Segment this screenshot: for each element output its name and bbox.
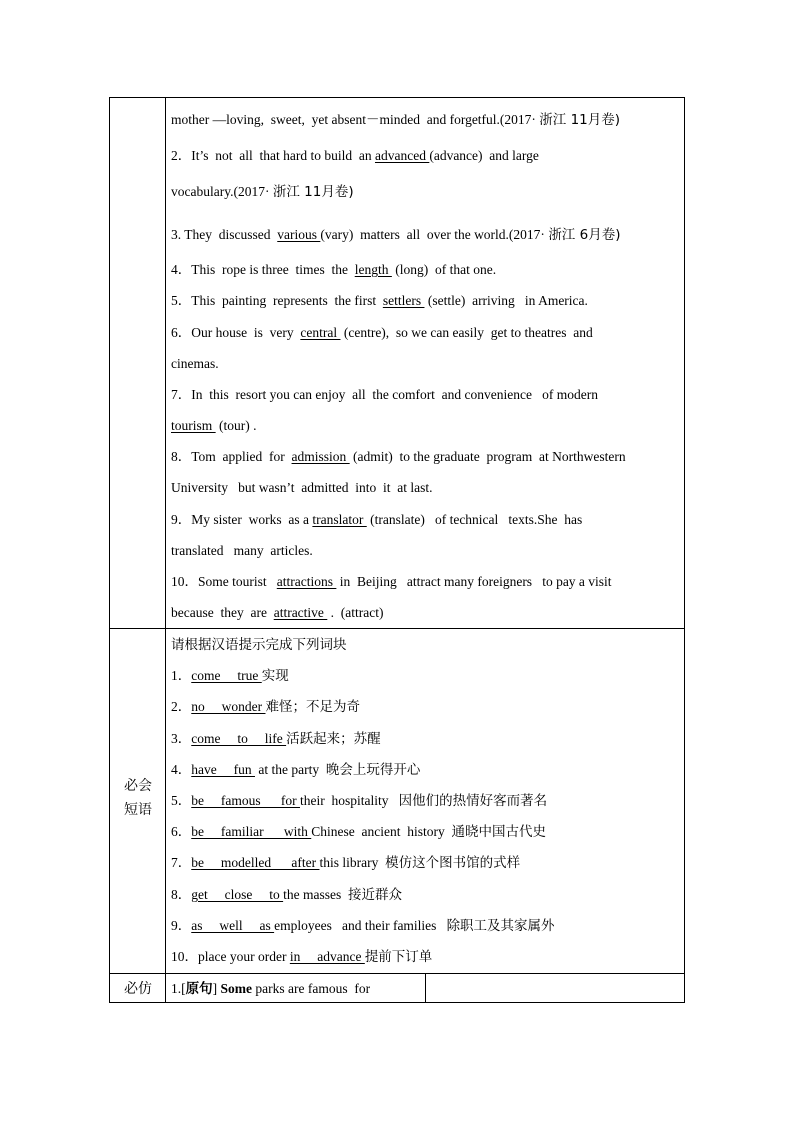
text-segment: in Beijing attract many foreigners to pay a visit bbox=[336, 574, 612, 589]
text-line bbox=[171, 184, 354, 200]
text-segment: 10．place your order bbox=[171, 949, 290, 964]
text-segment: 10．Some tourist bbox=[171, 574, 277, 589]
text-segment: 8． bbox=[171, 887, 192, 902]
text-line bbox=[171, 387, 598, 403]
answer-blank: be familiar with bbox=[191, 824, 312, 839]
text-line bbox=[171, 637, 347, 653]
column-divider bbox=[165, 98, 166, 1002]
text-segment: 晚会上玩得开心 bbox=[325, 762, 421, 778]
answer-blank: get close to bbox=[191, 887, 284, 902]
text-segment: this library bbox=[319, 855, 386, 870]
text-segment: 7．In this resort you can enjoy all the comfort and convenience of modern bbox=[171, 387, 598, 402]
text-segment: 6．Our house is very bbox=[171, 325, 301, 340]
text-line bbox=[171, 699, 360, 715]
text-segment: (long) of that one. bbox=[391, 262, 497, 277]
text-segment: 浙江 11月卷) bbox=[272, 184, 354, 200]
text-line bbox=[171, 855, 520, 871]
text-segment: 因他们的热情好客而著名 bbox=[398, 793, 548, 809]
text-segment: 请根据汉语提示完成下列词块 bbox=[171, 637, 347, 653]
text-segment: 1． bbox=[171, 668, 192, 683]
answer-blank: various bbox=[277, 227, 321, 242]
text-segment: 3． bbox=[171, 731, 192, 746]
text-line bbox=[171, 480, 432, 496]
answer-blank: have fun bbox=[191, 762, 255, 777]
text-segment: the masses bbox=[283, 887, 348, 902]
text-segment: University but wasn’t admitted into it at last. bbox=[171, 480, 433, 495]
text-segment: 3. They discussed bbox=[171, 227, 278, 242]
text-segment: 除职工及其家属外 bbox=[446, 918, 555, 934]
answer-blank: advanced bbox=[374, 148, 430, 163]
answer-blank: central bbox=[300, 325, 341, 340]
text-segment: 8．Tom applied for bbox=[171, 449, 292, 464]
text-segment: 6． bbox=[171, 824, 192, 839]
text-line bbox=[171, 605, 384, 621]
text-segment: (tour) . bbox=[215, 418, 257, 433]
answer-blank: translator bbox=[312, 512, 367, 527]
section-label bbox=[110, 774, 166, 822]
text-segment: Chinese ancient history bbox=[311, 824, 452, 839]
answer-blank: tourism bbox=[171, 418, 216, 433]
answer-blank: settlers bbox=[382, 293, 425, 308]
text-line bbox=[171, 824, 546, 840]
answer-blank: no wonder bbox=[191, 699, 266, 714]
text-line bbox=[171, 356, 219, 372]
text-segment: cinemas. bbox=[171, 356, 219, 371]
text-line bbox=[171, 981, 370, 997]
text-segment: 1.[ bbox=[171, 981, 186, 996]
text-line bbox=[171, 293, 588, 309]
text-line bbox=[171, 512, 582, 528]
text-segment: parks are famous for bbox=[252, 981, 371, 996]
text-segment: 模仿这个图书馆的式样 bbox=[385, 855, 521, 871]
text-segment: mother —loving, sweet, yet absent－minded and forgetful.(2017· bbox=[171, 112, 540, 127]
bold-text: Some bbox=[220, 981, 252, 996]
text-line bbox=[171, 731, 381, 747]
text-line bbox=[171, 949, 432, 965]
text-segment: (advance) and large bbox=[429, 148, 539, 163]
text-segment: 2． bbox=[171, 699, 192, 714]
text-segment: 9．My sister works as a bbox=[171, 512, 313, 527]
text-line bbox=[171, 668, 289, 684]
text-segment: at the party bbox=[254, 762, 326, 777]
text-segment: 接近群众 bbox=[347, 887, 402, 903]
text-segment: 5． bbox=[171, 793, 192, 808]
text-segment: 活跃起来；苏醒 bbox=[286, 731, 381, 747]
answer-blank: come true bbox=[191, 668, 262, 683]
text-line bbox=[171, 449, 626, 465]
text-segment: 难怪；不足为奇 bbox=[265, 699, 360, 715]
text-line bbox=[171, 325, 593, 341]
answer-blank: attractive bbox=[273, 605, 328, 620]
text-line bbox=[171, 262, 496, 278]
text-segment: vocabulary.(2017· bbox=[171, 184, 273, 199]
section-label-line: 必会 bbox=[124, 778, 152, 794]
text-line bbox=[171, 227, 620, 243]
text-segment: 7． bbox=[171, 855, 192, 870]
text-segment: 4． bbox=[171, 762, 192, 777]
text-line bbox=[171, 148, 539, 164]
text-line bbox=[171, 418, 257, 434]
text-segment: (centre), so we can easily get to theatres and bbox=[340, 325, 593, 340]
text-segment: 通晓中国古代史 bbox=[451, 824, 546, 840]
text-segment: translated many articles. bbox=[171, 543, 313, 558]
text-segment: (vary) matters all over the world.(2017· bbox=[320, 227, 549, 242]
text-segment: . (attract) bbox=[327, 605, 384, 620]
answer-blank: be modelled after bbox=[191, 855, 320, 870]
answer-blank: admission bbox=[291, 449, 350, 464]
text-segment: (settle) arriving in America. bbox=[424, 293, 588, 308]
text-line bbox=[171, 574, 612, 590]
text-segment: employees and their families bbox=[274, 918, 447, 933]
text-segment: (translate) of technical texts.She has bbox=[366, 512, 583, 527]
section-label-line: 短语 bbox=[124, 802, 152, 818]
text-segment bbox=[186, 981, 213, 997]
text-segment: 浙江 6月卷) bbox=[548, 227, 621, 243]
text-segment: their hospitality bbox=[299, 793, 399, 808]
text-segment: 提前下订单 bbox=[364, 949, 433, 965]
text-line bbox=[171, 543, 313, 559]
document-table bbox=[109, 97, 685, 1003]
row-divider bbox=[110, 973, 684, 974]
bold-text: 原句 bbox=[185, 981, 213, 997]
text-line bbox=[171, 793, 547, 809]
row-divider bbox=[110, 628, 684, 629]
cell-divider bbox=[425, 973, 426, 1002]
section-label: 必仿 bbox=[124, 981, 152, 997]
answer-blank: length bbox=[354, 262, 392, 277]
text-segment: (admit) to the graduate program at Northwestern bbox=[349, 449, 626, 464]
text-segment: ] bbox=[212, 981, 221, 996]
answer-blank: come to life bbox=[191, 731, 287, 746]
answer-blank: as well as bbox=[191, 918, 275, 933]
text-segment: 实现 bbox=[261, 668, 289, 684]
text-segment: 浙江 11月卷) bbox=[539, 112, 621, 128]
answer-blank: attractions bbox=[276, 574, 337, 589]
text-segment: 5．This painting represents the first bbox=[171, 293, 383, 308]
text-segment: 2．It’s not all that hard to build an bbox=[171, 148, 375, 163]
text-line bbox=[171, 887, 402, 903]
answer-blank: be famous for bbox=[191, 793, 300, 808]
text-segment: because they are bbox=[171, 605, 274, 620]
answer-blank: in advance bbox=[289, 949, 365, 964]
text-segment: 9． bbox=[171, 918, 192, 933]
text-segment bbox=[221, 981, 253, 996]
text-segment: 4．This rope is three times the bbox=[171, 262, 355, 277]
text-line bbox=[171, 918, 555, 934]
text-line bbox=[171, 762, 420, 778]
text-line bbox=[171, 112, 620, 128]
